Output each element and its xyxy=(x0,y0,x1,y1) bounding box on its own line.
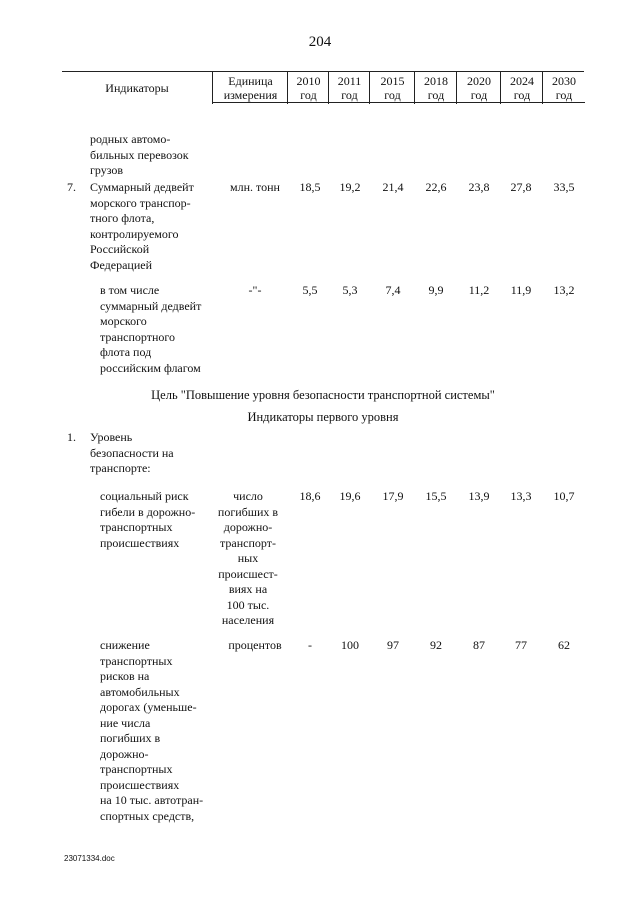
row-value-2018: 9,9 xyxy=(428,283,444,297)
unit-line: ных xyxy=(237,551,259,565)
indicator-line: безопасности на xyxy=(90,445,174,460)
row-value-2011: 19,2 xyxy=(339,180,361,194)
row-value-2020: 23,8 xyxy=(468,180,490,194)
row-value-2030: 33,5 xyxy=(553,180,575,194)
indicator-line: погибших в xyxy=(100,731,161,745)
unit-line: 100 тыс. xyxy=(226,597,270,612)
indicator-line: на 10 тыс. автотран- xyxy=(100,793,204,807)
row-value-2030: 10,7 xyxy=(553,489,575,503)
row-indicator-safety-level xyxy=(90,430,230,477)
row-indicator-russian-flag xyxy=(100,283,230,376)
indicator-line: Уровень xyxy=(90,430,133,444)
indicator-line: транспортных xyxy=(100,520,173,534)
footer-filename: 23071334.doc xyxy=(64,854,115,863)
row-number: 7. xyxy=(67,180,76,194)
row-value-2010: 5,5 xyxy=(302,283,318,297)
indicator-line: тного флота, xyxy=(90,211,155,225)
indicator-line: дорогах (уменьше- xyxy=(100,700,197,714)
unit-line: населения xyxy=(221,613,275,627)
row-value-2010: 18,6 xyxy=(299,489,321,503)
row-unit: процентов xyxy=(228,638,282,652)
row-indicator-risk-reduction xyxy=(100,638,240,824)
header-year-2024 xyxy=(500,72,543,104)
row-value-2024: 13,3 xyxy=(510,489,532,503)
indicator-line: контролируемого xyxy=(90,226,179,241)
header-unit-line2: измерения xyxy=(213,88,288,103)
row-indicator-continuation xyxy=(90,132,230,179)
header-year-unit: год xyxy=(329,88,370,103)
indicator-line: транспорте: xyxy=(90,461,151,475)
row-value-2018: 15,5 xyxy=(425,489,447,503)
header-year: 2018 xyxy=(424,73,448,88)
header-year-2030 xyxy=(542,72,585,104)
header-year: 2011 xyxy=(337,73,362,88)
indicator-line: Суммарный дедвейт xyxy=(90,180,194,194)
indicator-line: родных автомо- xyxy=(90,132,171,146)
header-year-unit: год xyxy=(370,88,415,103)
indicator-line: в том числе xyxy=(100,283,160,297)
indicator-line: бильных перевозок xyxy=(90,147,189,162)
header-year-unit: год xyxy=(501,88,543,103)
indicator-line: транспортного xyxy=(100,329,176,344)
row-value-2010: - xyxy=(308,638,312,652)
header-year-unit: год xyxy=(457,88,501,103)
row-number: 1. xyxy=(67,430,76,444)
header-indicator-label: Индикаторы xyxy=(105,81,169,95)
header-indicator xyxy=(62,72,212,104)
indicator-line: происшествиях xyxy=(100,535,180,550)
indicator-line: Федерацией xyxy=(90,257,152,272)
indicator-line: флота под xyxy=(100,345,152,359)
indicator-line: спортных средств, xyxy=(100,808,195,823)
indicator-line: суммарный дедвейт xyxy=(100,298,202,313)
level-heading: Индикаторы первого уровня xyxy=(247,410,399,424)
unit-line: число xyxy=(233,489,263,503)
row-value-2015: 21,4 xyxy=(382,180,404,194)
indicator-line: морского транспор- xyxy=(90,195,191,210)
row-unit: -"- xyxy=(248,283,262,297)
unit-line: дорожно- xyxy=(223,520,273,534)
indicator-line: дорожно- xyxy=(100,746,149,761)
row-value-2018: 92 xyxy=(430,638,442,652)
indicator-line: морского xyxy=(100,314,147,328)
header-year: 2030 xyxy=(552,73,576,88)
row-value-2015: 7,4 xyxy=(385,283,401,297)
unit-line: происшест- xyxy=(218,566,278,581)
indicator-line: автомобильных xyxy=(100,684,180,699)
header-year-2011 xyxy=(328,72,370,104)
row-value-2020: 13,9 xyxy=(468,489,490,503)
header-year-unit: год xyxy=(415,88,457,103)
unit-line: транспорт- xyxy=(220,535,276,550)
row-value-2015: 17,9 xyxy=(382,489,404,503)
indicator-line: Российской xyxy=(90,242,150,256)
header-year-unit: год xyxy=(288,88,329,103)
row-value-2011: 5,3 xyxy=(342,283,358,297)
row-value-2011: 19,6 xyxy=(339,489,361,503)
header-year-2015 xyxy=(369,72,415,104)
header-year: 2010 xyxy=(296,73,321,88)
header-year-2020 xyxy=(456,72,501,104)
row-indicator-deadweight xyxy=(90,180,230,273)
indicator-line: снижение xyxy=(100,638,150,652)
header-year-2010 xyxy=(287,72,329,104)
header-year: 2024 xyxy=(510,73,534,88)
row-value-2024: 77 xyxy=(515,638,527,652)
indicator-line: грузов xyxy=(90,163,124,177)
table-header xyxy=(62,72,584,104)
indicator-line: происшествиях xyxy=(100,777,180,792)
indicator-line: транспортных xyxy=(100,762,173,776)
row-value-2030: 62 xyxy=(558,638,570,652)
indicator-line: гибели в дорожно- xyxy=(100,504,196,519)
goal-heading: Цель "Повышение уровня безопасности транспортной системы" xyxy=(151,388,495,402)
row-unit-deaths xyxy=(210,489,286,629)
row-value-2010: 18,5 xyxy=(299,180,321,194)
indicator-line: транспортных xyxy=(100,653,173,668)
indicator-line: ние числа xyxy=(100,715,151,730)
indicator-line: социальный риск xyxy=(100,489,189,503)
page-number: 204 xyxy=(308,34,332,50)
row-value-2020: 87 xyxy=(473,638,485,652)
row-value-2020: 11,2 xyxy=(468,283,490,297)
header-year: 2015 xyxy=(380,73,405,88)
unit-line: погибших в xyxy=(217,504,279,519)
row-value-2015: 97 xyxy=(387,638,399,652)
row-value-2024: 11,9 xyxy=(510,283,532,297)
indicator-line: рисков на xyxy=(100,669,150,683)
header-unit xyxy=(212,72,288,104)
row-value-2011: 100 xyxy=(341,638,359,652)
header-unit-line1: Единица xyxy=(228,73,273,88)
header-year: 2020 xyxy=(467,73,491,88)
unit-line: виях на xyxy=(228,582,268,596)
row-unit: млн. тонн xyxy=(230,180,280,194)
row-value-2018: 22,6 xyxy=(425,180,447,194)
header-year-unit: год xyxy=(543,88,585,103)
header-year-2018 xyxy=(414,72,457,104)
row-value-2024: 27,8 xyxy=(510,180,532,194)
row-value-2030: 13,2 xyxy=(553,283,575,297)
indicator-line: российским флагом xyxy=(100,360,201,375)
